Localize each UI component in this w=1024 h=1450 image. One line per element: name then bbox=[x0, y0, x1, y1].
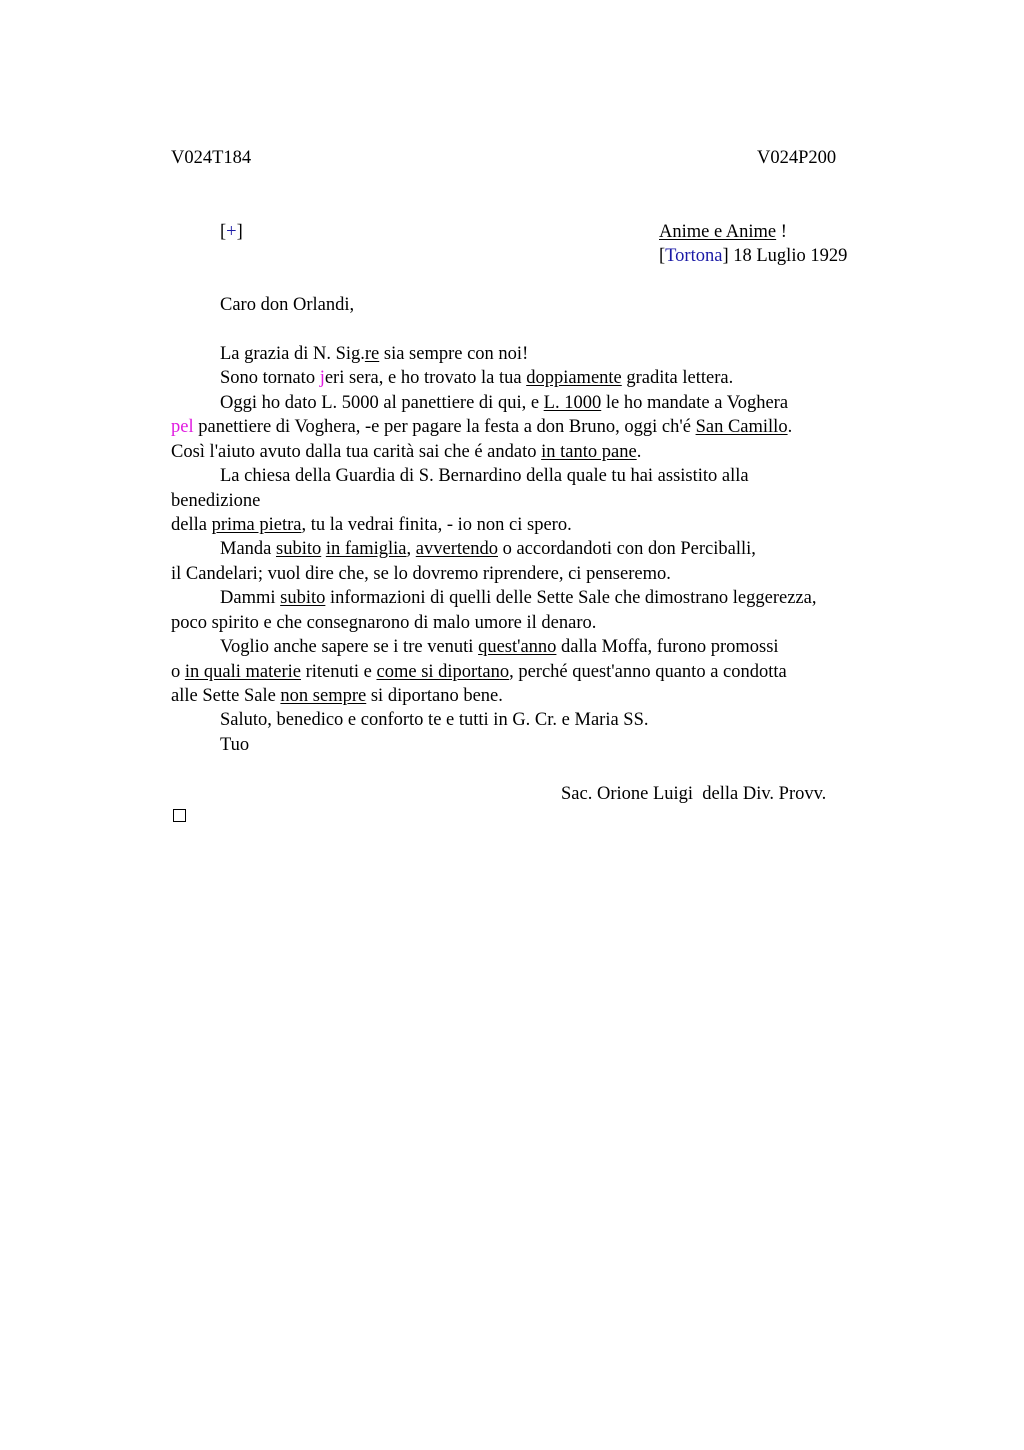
body-line-13: Voglio anche sapere se i tre venuti quest'anno dalla Moffa, furono promossi bbox=[220, 637, 779, 657]
title-text: Anime e Anime bbox=[659, 222, 777, 242]
body-line-12: poco spirito e che consegnarono di malo umore il denaro. bbox=[171, 613, 597, 633]
body-line-10: il Candelari; vuol dire che, se lo dovremo riprendere, ci penseremo. bbox=[171, 564, 671, 584]
signature: Sac. Orione Luigi della Div. Provv. bbox=[561, 784, 827, 804]
place-name: Tortona bbox=[665, 246, 723, 266]
cross-mark bbox=[220, 220, 243, 244]
letter-date: 18 Luglio 1929 bbox=[728, 246, 848, 266]
body-line-11: Dammi subito informazioni di quelli delle Sette Sale che dimostrano leggerezza, bbox=[220, 588, 817, 608]
place-date bbox=[659, 244, 847, 268]
title-suffix: ! bbox=[776, 222, 787, 242]
body-line-8: della prima pietra, tu la vedrai finita, - io non ci spero. bbox=[171, 515, 572, 535]
square-outline-icon bbox=[173, 809, 186, 822]
body-line-2: Sono tornato jeri sera, e ho trovato la tua doppiamente gradita lettera. bbox=[220, 368, 734, 388]
bracket-close: ] bbox=[236, 222, 243, 242]
body-line-1: La grazia di N. Sig.re sia sempre con noi! bbox=[220, 344, 529, 364]
bracket-open: [ bbox=[220, 222, 227, 242]
body-line-14: o in quali materie ritenuti e come si diportano, perché quest'anno quanto a condotta bbox=[171, 662, 787, 682]
body-line-6: La chiesa della Guardia di S. Bernardino della quale tu hai assistito alla bbox=[220, 466, 749, 486]
body-line-16: Saluto, benedico e conforto te e tutti in G. Cr. e Maria SS. bbox=[220, 710, 649, 730]
left-code: V024T184 bbox=[171, 148, 252, 168]
body-line-9: Manda subito in famiglia, avvertendo o accordandoti con don Perciballi, bbox=[220, 539, 756, 559]
place-bracket-close: ] bbox=[722, 246, 729, 266]
body-line-3: Oggi ho dato L. 5000 al panettiere di qui, e L. 1000 le ho mandate a Voghera bbox=[220, 393, 789, 413]
closing-tuo: Tuo bbox=[220, 735, 250, 755]
right-code: V024P200 bbox=[757, 148, 837, 168]
body-line-15: alle Sette Sale non sempre si diportano bene. bbox=[171, 686, 503, 706]
place-bracket-open: [ bbox=[659, 246, 666, 266]
body-line-7: benedizione bbox=[171, 491, 261, 511]
body-line-4: pel panettiere di Voghera, -e per pagare la festa a don Bruno, oggi ch'é San Camillo. bbox=[171, 417, 793, 437]
salutation: Caro don Orlandi, bbox=[220, 295, 355, 315]
cross-icon: + bbox=[226, 222, 237, 242]
body-line-5: Così l'aiuto avuto dalla tua carità sai che é andato in tanto pane. bbox=[171, 442, 642, 462]
letter-title bbox=[659, 220, 787, 244]
